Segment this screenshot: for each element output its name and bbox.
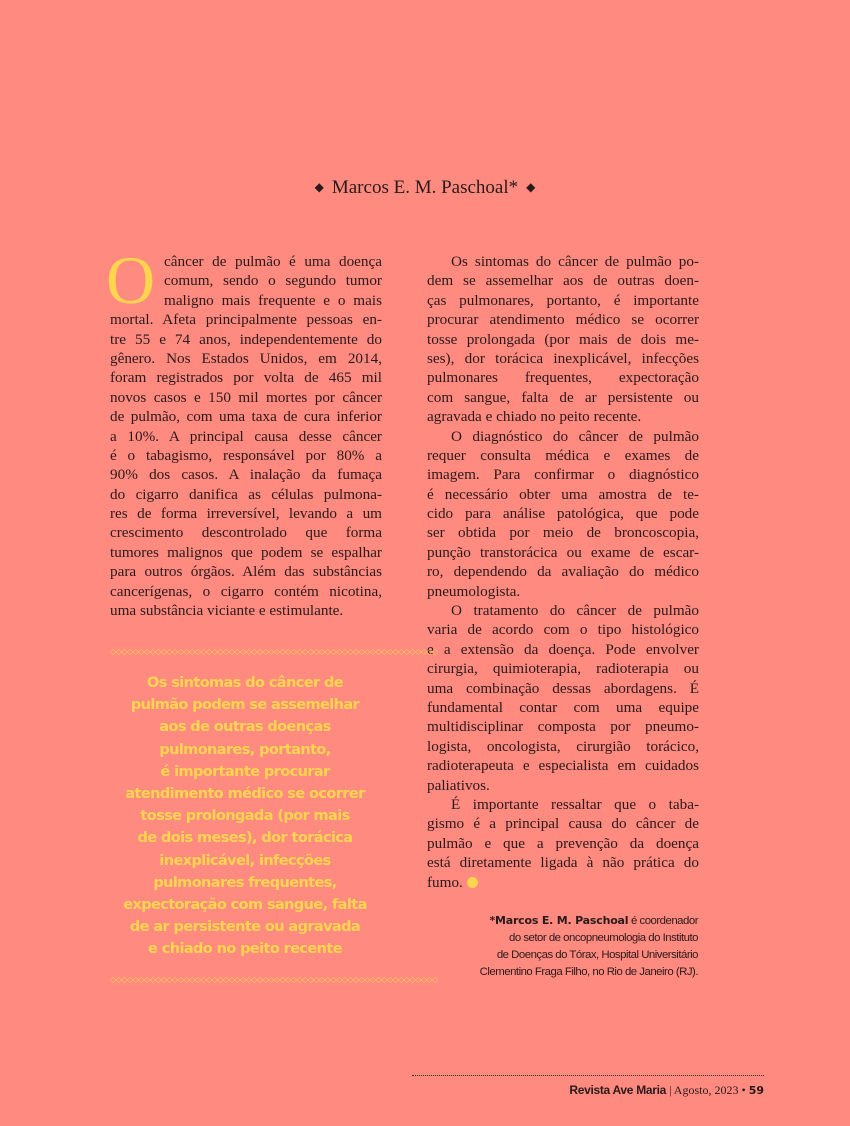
dotted-divider-top: ◇◇◇◇◇◇◇◇◇◇◇◇◇◇◇◇◇◇◇◇◇◇◇◇◇◇◇◇◇◇◇◇◇◇◇◇◇◇◇◇◇◇◇◇◇◇◇◇◇◇◇◇◇◇◇◇◇◇ [110, 647, 438, 656]
text-line: imagem. Para confirmar o diagnóstico [427, 466, 699, 484]
text-line: gênero. Nos Estados Unidos, em 2014, [110, 349, 382, 367]
pull-quote-line: aos de outras doenças [159, 719, 331, 736]
text-line: de pulmão, com uma taxa de cura inferior [110, 408, 382, 426]
author-byline [0, 177, 850, 199]
end-mark-icon [467, 877, 478, 888]
text-line: uma combinação dessas abordagens. É [427, 679, 699, 697]
pull-quote-line: é importante procurar [160, 763, 330, 780]
text-line: foram registrados por volta de 465 mil [110, 369, 382, 387]
drop-cap: O [106, 242, 156, 318]
text-line: Os sintomas do câncer de pulmão po- [451, 253, 699, 270]
text-line: mortal. Afeta principalmente pessoas en- [110, 311, 382, 329]
text-line: ças pulmonares, portanto, é importante [427, 291, 699, 309]
pull-quote-line: pulmonares, portanto, [159, 741, 331, 758]
article-right-column [427, 252, 699, 892]
text-line: radioterapeuta e especialista em cuidados [427, 757, 699, 775]
text-line: câncer de pulmão é uma doença [164, 253, 382, 270]
footer-rule [412, 1075, 764, 1076]
footnote-line: do setor de oncopneumologia do Instituto [509, 932, 698, 944]
text-line: é o tabagismo, responsável por 80% a [110, 446, 382, 464]
text-line: pneumologista. [427, 582, 521, 600]
text-line: com sangue, falta de ar persistente ou [427, 388, 699, 406]
text-line: requer consulta médica e exames de [427, 446, 699, 464]
text-line: ses), dor torácica inexplicável, infecções [427, 349, 699, 367]
text-line: uma substância viciante e estimulante. [110, 602, 344, 620]
text-line: tumores malignos que podem se espalhar [110, 543, 382, 561]
pull-quote-line: atendimento médico se ocorrer [125, 786, 365, 803]
text-line: crescimento descontrolado que forma [110, 524, 382, 542]
text-line: novos casos e 150 mil mortes por câncer [110, 388, 382, 406]
text-line: e a extensão da doença. Pode envolver [427, 640, 699, 658]
text-line: está diretamente ligada à não prática do [427, 854, 699, 872]
text-line: cancerígenas, o cigarro contém nicotina, [110, 582, 382, 600]
footnote-line: de Doenças do Tórax, Hospital Universitário [496, 949, 698, 961]
pull-quote-line: pulmonares frequentes, [153, 874, 337, 891]
pull-quote-line: de dois meses), dor torácica [137, 830, 353, 847]
text-line: do cigarro danifica as células pulmona- [110, 485, 382, 503]
pull-quote-line: de ar persistente ou agravada [129, 919, 361, 936]
text-line: O diagnóstico do câncer de pulmão [451, 427, 699, 445]
text-line: logista, oncologista, cirurgião torácico, [427, 737, 699, 755]
dotted-divider-bottom: ◇◇◇◇◇◇◇◇◇◇◇◇◇◇◇◇◇◇◇◇◇◇◇◇◇◇◇◇◇◇◇◇◇◇◇◇◇◇◇◇◇◇◇◇◇◇◇◇◇◇◇◇◇◇◇◇◇◇ [110, 975, 438, 984]
text-line: para outros órgãos. Além das substâncias [110, 563, 382, 581]
diamond-ornament-icon: ◆ [314, 180, 324, 194]
text-line: cirurgia, quimioterapia, radioterapia ou [427, 660, 699, 678]
text-line: ro, dependendo da avaliação do médico [427, 563, 699, 581]
text-line: maligno mais frequente e o mais [164, 291, 382, 309]
diamond-ornament-icon: ◆ [526, 180, 536, 194]
text-line: punção transtorácica ou exame de escar- [427, 543, 699, 561]
text-line: a 10%. A principal causa desse câncer [110, 427, 382, 445]
text-line: multidisciplinar composta por pneumo- [427, 718, 699, 736]
pull-quote-line: tosse prolongada (por mais [140, 808, 350, 825]
text-line: paliativos. [427, 776, 490, 794]
author-footnote [430, 912, 698, 981]
text-line: comum, sendo o segundo tumor [164, 272, 382, 290]
text-line: fundamental contar com uma equipe [427, 698, 699, 716]
text-line: dem se assemelhar aos de outras doen- [427, 272, 699, 290]
text-line: 90% dos casos. A inalação da fumaça [110, 466, 382, 484]
text-line: fumo. [427, 873, 699, 892]
footnote-line: Clementino Fraga Filho, no Rio de Janeiro (RJ). [479, 966, 698, 978]
text-line: É importante ressaltar que o taba- [451, 795, 699, 813]
footnote-line: é coordenador [628, 915, 698, 927]
text-line: tosse prolongada (por mais de dois me- [427, 330, 699, 348]
text-line: res de forma irreversível, levando a um [110, 505, 382, 523]
text-line: pulmão e que a prevenção da doença [427, 834, 699, 852]
text-line: cido para análise patológica, que pode [427, 505, 699, 523]
text-line: O tratamento do câncer de pulmão [451, 602, 699, 620]
text-line: tre 55 e 74 anos, independentemente do [110, 330, 382, 348]
pull-quote-line: expectoração com sangue, falta [123, 897, 367, 914]
text-line: ser obtida por meio de broncoscopia, [427, 524, 699, 542]
author-name: Marcos E. M. Paschoal* [331, 177, 519, 198]
page-footer [569, 1083, 764, 1098]
text-line: procurar atendimento médico se ocorrer [427, 311, 699, 329]
text-line: gismo é a principal causa do câncer de [427, 815, 699, 833]
article-left-column [106, 242, 382, 620]
pull-quote-line: inexplicável, infecções [159, 852, 331, 869]
pull-quote-line: e chiado no peito recente [148, 941, 342, 958]
footnote-author-name: *Marcos E. M. Paschoal [489, 914, 629, 927]
issue-date: | Agosto, 2023 • [669, 1083, 746, 1097]
pull-quote-line: Os sintomas do câncer de [147, 675, 343, 691]
pull-quote-line: pulmão podem se assemelhar [130, 697, 360, 714]
text-line: varia de acordo com o tipo histológico [427, 621, 699, 639]
page-number: 59 [748, 1084, 764, 1097]
text-line: pulmonares frequentes, expectoração [427, 369, 699, 387]
text-line: é necessário obter uma amostra de te- [427, 485, 699, 503]
text-line: agravada e chiado no peito recente. [427, 408, 642, 426]
magazine-name: Revista Ave Maria [569, 1083, 667, 1097]
pull-quote [110, 672, 380, 961]
